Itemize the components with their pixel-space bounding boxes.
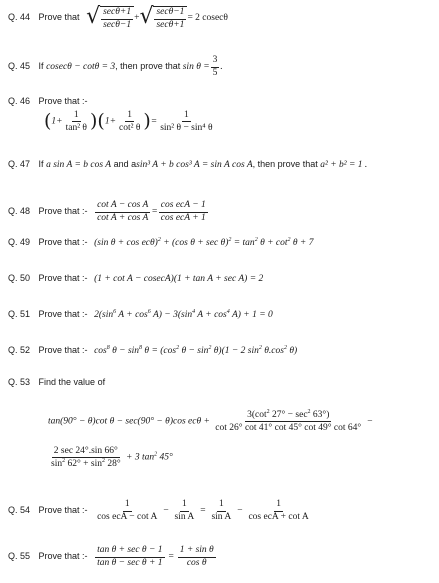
question-47	[8, 160, 367, 171]
question-54	[8, 500, 312, 522]
equation-q44: √ $\frac{\sec\theta+1}{\sec\theta-1}$ + √ $\frac{\sec\theta-1}{\sec\theta+1}$ = 2 cosecθ	[86, 4, 228, 30]
condition-1: a sin A = b cos A	[46, 160, 112, 170]
question-prompt: Find the value of	[38, 377, 106, 387]
question-number: Q. 45	[8, 61, 31, 72]
question-prompt: If	[38, 61, 44, 72]
expression-q53-line1: tan(90° − θ)cot θ − sec(90° − θ)cos ecθ + $\frac{3(\cot^2 27^\circ - \sec^2 63^\circ)}{\cot 26^\circ \cot 41^\circ \cot 45^\circ \cot 49^\circ \cot 64^\circ}$ −	[48, 408, 373, 433]
question-prompt: Prove that :-	[38, 505, 88, 516]
question-44	[8, 6, 228, 30]
given-condition: cosecθ − cotθ = 3	[46, 62, 116, 73]
question-connector: , then prove that	[252, 159, 318, 169]
question-connector: and a	[113, 159, 137, 169]
question-number: Q. 46	[8, 96, 31, 106]
question-prompt: Prove that :-	[38, 206, 88, 217]
question-number: Q. 53	[8, 377, 31, 387]
question-51	[8, 310, 273, 321]
equation-q54: $\frac{1}{\text{cos ecA − cot A}}$ − $\frac{1}{\text{sin A}}$ = $\frac{1}{\text{sin A}}$ − $\frac{1}{\text{cos ecA + cot A}}$	[97, 499, 309, 522]
equation-q52: $\cos^8 \theta - \sin^8 \theta = (\cos^2$ $\theta - \sin^2 \theta)(1 - 2$ $\sin^2 \theta.\cos^2$ θ)	[94, 344, 298, 356]
question-prompt: Prove that :-	[38, 345, 88, 355]
question-number: Q. 49	[8, 237, 31, 247]
question-number: Q. 48	[8, 206, 31, 217]
question-prompt: Prove that :-	[38, 273, 88, 283]
question-number: Q. 55	[8, 551, 31, 562]
question-connector: , then prove that	[115, 61, 181, 72]
question-prompt: Prove that :-	[38, 96, 88, 106]
equation-q51: $2(\sin^6$ $A + \cos^6 A) - 3(\sin^4$ $A + \cos^4 A) + 1 = 0$	[94, 308, 273, 320]
question-52	[8, 346, 297, 357]
question-prompt: Prove that :-	[38, 551, 88, 562]
equation-q46: (1+ $\frac{1}{\text{tan² θ}}$ )(1+ $\frac{1}{\text{cot² θ}}$ )= $\frac{1}{\text{sin² θ − sin⁴ θ}}$	[44, 110, 213, 133]
equation-q45: sin θ = $\frac{3}{5}$ .	[182, 55, 223, 78]
equation-q48: $\frac{\text{cot A − cos A}}{\text{cot A + cos A}}$ = $\frac{\text{cos ecA − 1}}{\text{cos ecA + 1}}$	[97, 200, 206, 223]
question-prompt: Prove that	[38, 12, 80, 23]
equation-q50: (1 + cot A − cosecA)(1 + tan A + sec A) = 2	[94, 274, 264, 284]
question-53	[8, 378, 105, 387]
equation-q49: (sin θ + cos ecθ)$^2$ + (cos $\theta + \sec \theta)^2 = \tan^2 \theta + \cot^2 \theta + 7$	[94, 236, 314, 248]
question-prompt: Prove that :-	[38, 309, 88, 319]
equation-q55: $\frac{\text{tan θ + sec θ − 1}}{\text{tan θ − sec θ + 1}}$ = $\frac{\text{1 + sin θ}}{\text{cos θ}}$	[97, 545, 214, 568]
question-number: Q. 52	[8, 345, 31, 355]
question-number: Q. 54	[8, 505, 31, 516]
question-55	[8, 546, 217, 568]
question-number: Q. 47	[8, 159, 31, 169]
question-49	[8, 238, 313, 249]
question-50	[8, 274, 263, 285]
question-number: Q. 44	[8, 12, 31, 23]
question-48	[8, 201, 209, 223]
question-45	[8, 56, 223, 78]
question-prompt: Prove that :-	[38, 237, 88, 247]
goal-equation: a² + b² = 1 .	[320, 160, 368, 170]
question-46	[8, 97, 88, 106]
question-prompt: If	[38, 159, 44, 169]
question-number: Q. 50	[8, 273, 31, 283]
expression-q53-line2: $\frac{2 \sec 24^\circ.\sin 66^\circ}{\sin^2 62^\circ + \sin^2 28^\circ}$ + 3 $\tan^2 45^\circ$	[51, 446, 173, 469]
question-number: Q. 51	[8, 309, 31, 319]
condition-2: sin³ A + b cos³ A = sin A cos A	[136, 160, 253, 170]
